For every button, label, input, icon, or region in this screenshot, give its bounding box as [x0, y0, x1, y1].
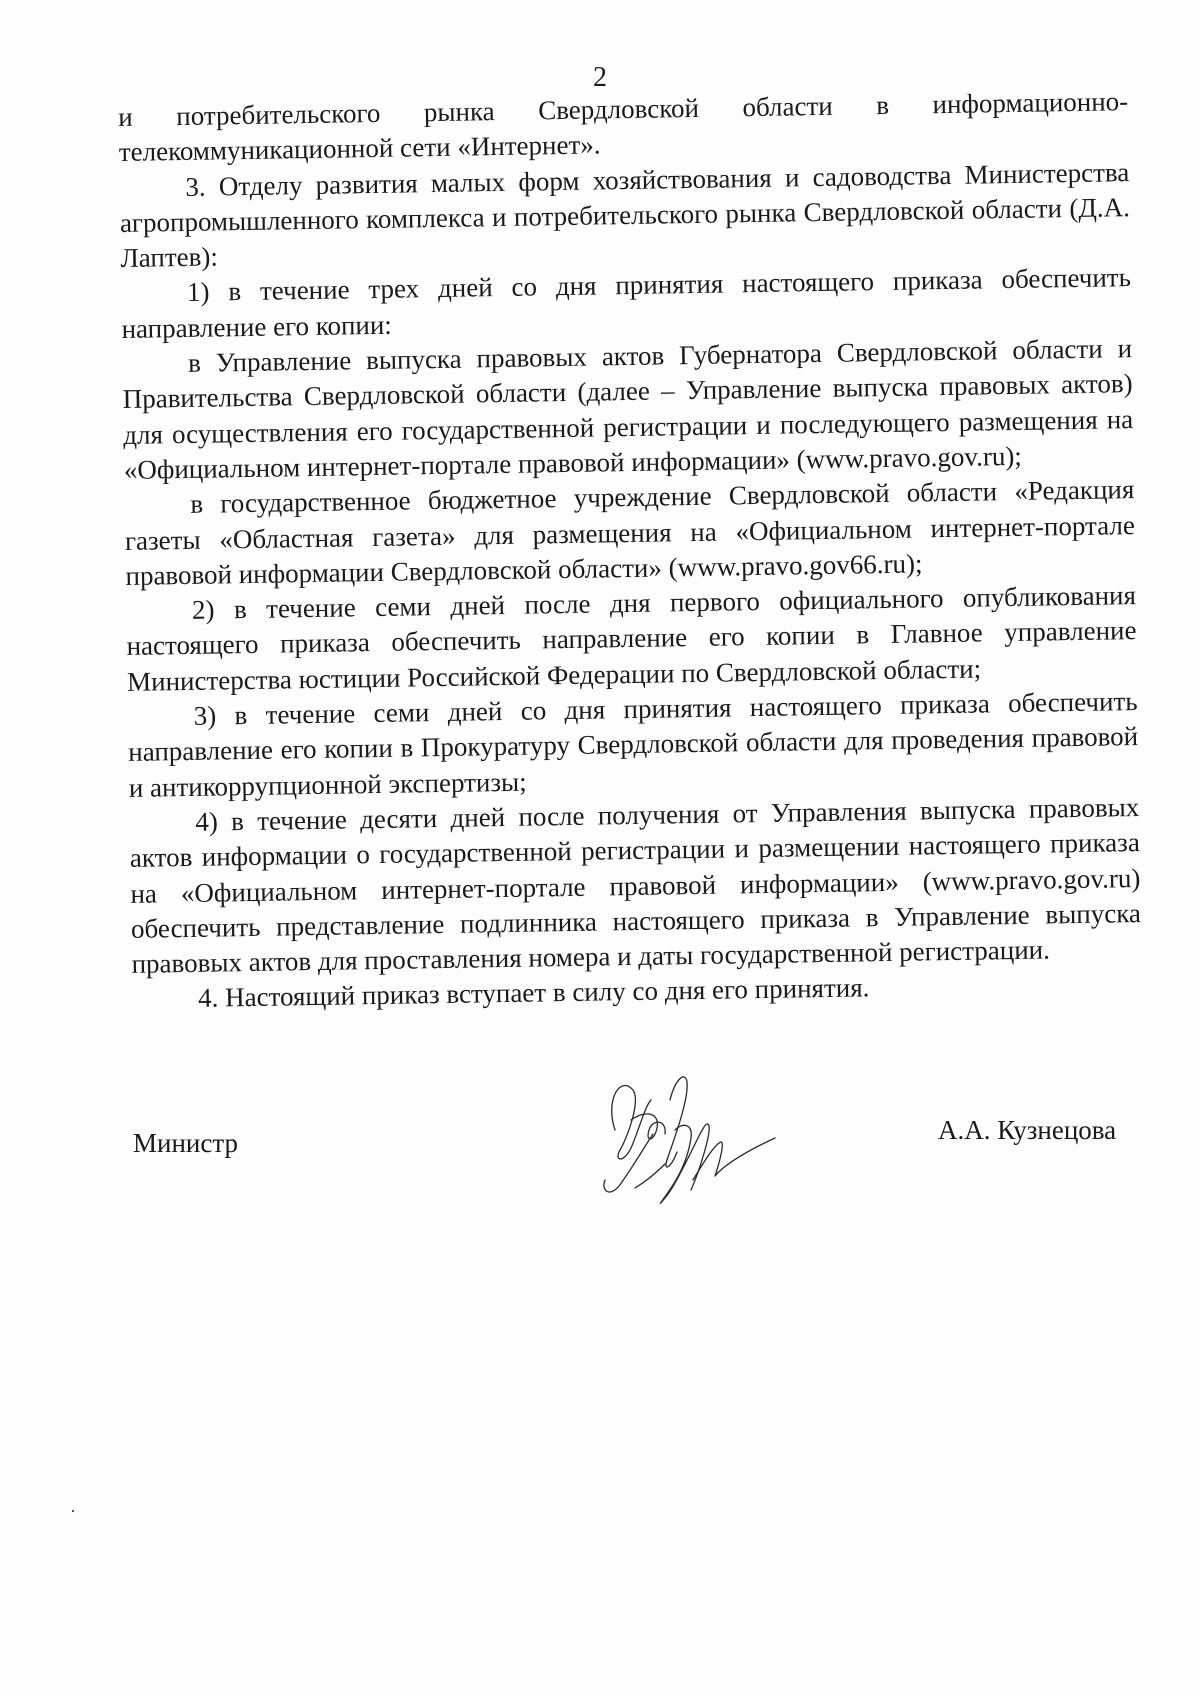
paragraph-item-4: 4. Настоящий приказ вступает в силу со дня его принятия. — [197, 972, 870, 1014]
paragraph-continuation: и потребительского рынка Свердловской области в информационно-телекоммуникационной сети «Интернет». — [118, 86, 1129, 168]
paragraph-subitem-2: 2) в течение семи дней после дня первого официального опубликования настоящего приказа обеспечить направление его копии в Главное управление Министерства юстиции Российской Федерации по Свердловской области; — [126, 580, 1137, 697]
paragraph-subitem-4: 4) в течение десяти дней после получения от Управления выпуска правовых актов информации о государственной регистрации и размещении настоящего приказа на «Официальном интернет-портале правовой информации» (www.pravo.gov.ru) обеспечить представление подлинника настоящего приказа в Управление выпуска правовых актов для проставления номера и даты государственной регистрации. — [129, 791, 1142, 980]
paragraph-subitem-1: 1) в течение трех дней со дня принятия настоящего приказа обеспечить направление его копии: — [121, 262, 1132, 344]
page-number: 2 — [593, 62, 607, 93]
scan-artifact-dot — [72, 1510, 74, 1512]
paragraph-recipient-gazette: в государственное бюджетное учреждение Свердловской области «Редакция газеты «Областная газета» для размещения на «Официальном интернет-портале правовой информации Свердловской области» (www.pravo.gov66.ru); — [124, 474, 1136, 591]
paragraph-item-3: 3. Отделу развития малых форм хозяйствования и садоводства Министерства агропромышленного комплекса и потребительского рынка Свердловской области (Д.А. Лаптев): — [119, 156, 1131, 274]
signature-block — [0, 1060, 1200, 1220]
signer-name: А.А. Кузнецова — [938, 1115, 1117, 1145]
signer-position: Министр — [133, 1128, 238, 1158]
paragraph-subitem-3: 3) в течение семи дней со дня принятия настоящего приказа обеспечить направление его копии в Прокуратуру Свердловской области для проведения правовой и антикоррупционной экспертизы; — [128, 686, 1139, 803]
paragraph-recipient-governor-office: в Управление выпуска правовых актов Губернатора Свердловской области и Правительства Свердловской области (далее – Управление выпуска правовых актов) для осуществления его государственной регистрации и последующего размещения на «Официальном интернет-портале правовой информации» (www.pravo.gov.ru); — [122, 333, 1134, 485]
handwritten-signature — [575, 1060, 795, 1220]
document-body — [118, 84, 1142, 1017]
